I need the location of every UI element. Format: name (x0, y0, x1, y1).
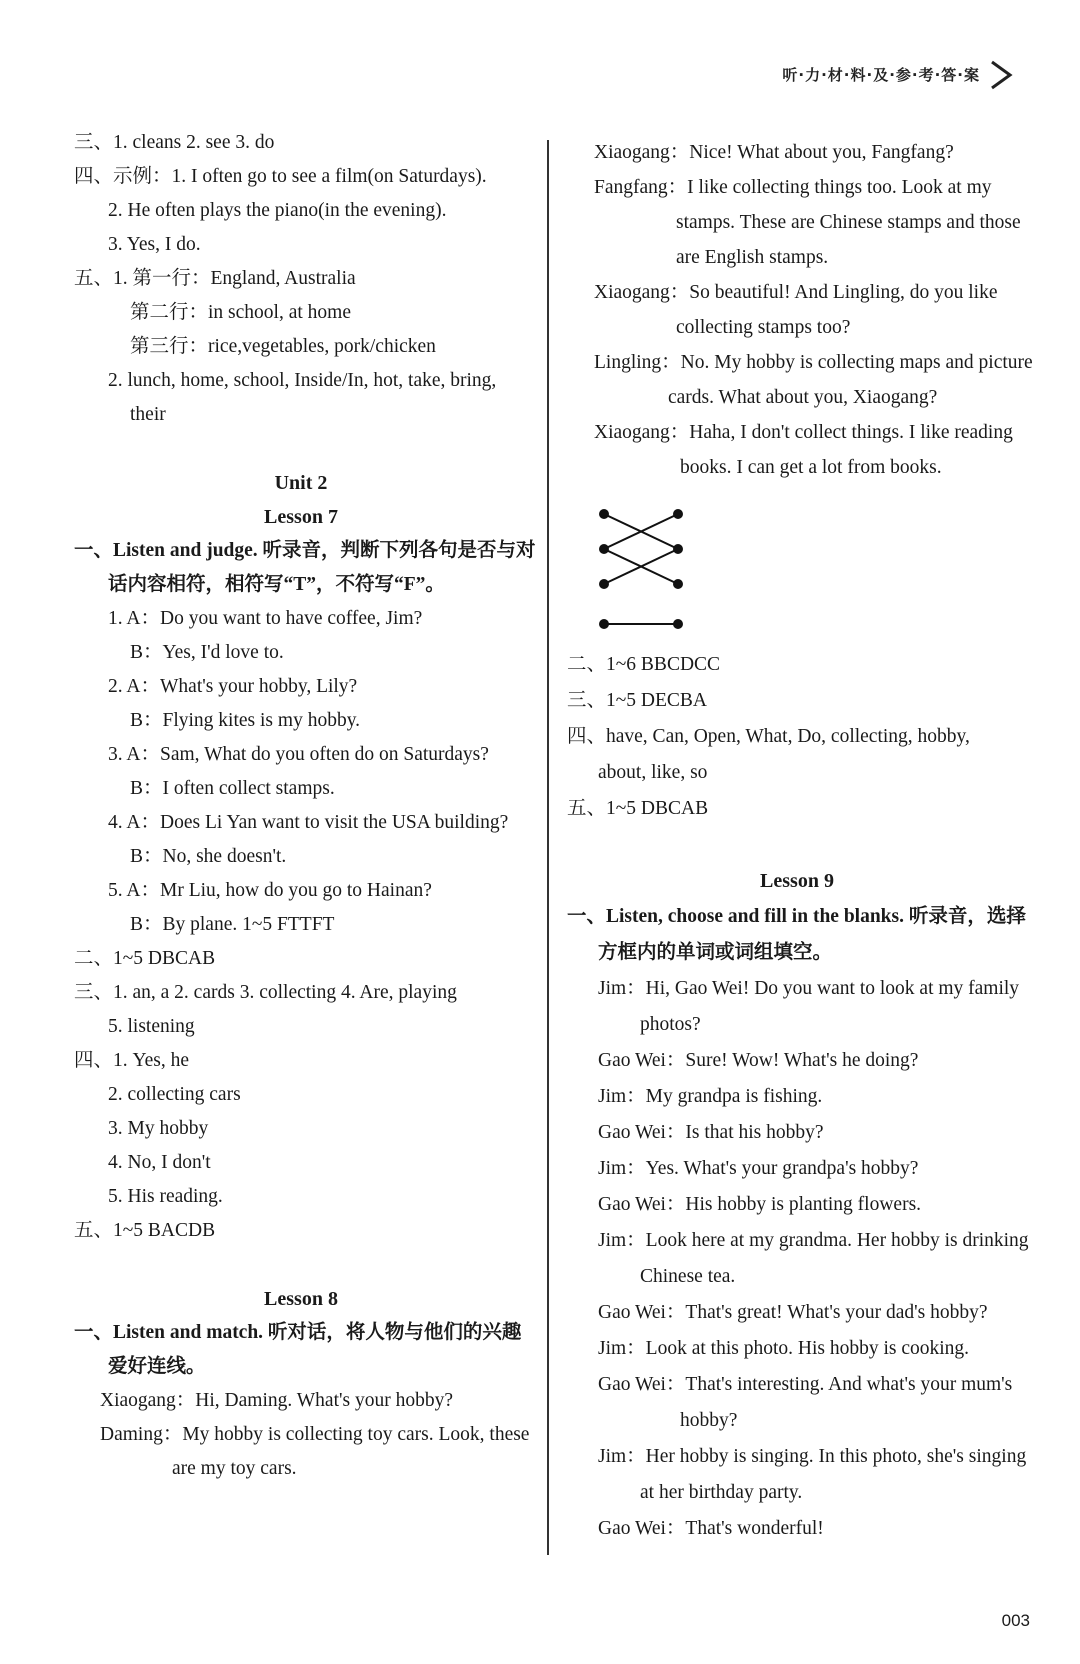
l7-dialog2a: 2. A：What's your hobby, Lily? (108, 676, 358, 697)
l8-dialog2a: Daming：My hobby is collecting toy cars. Look, these (100, 1424, 530, 1445)
l8-question1-line2: 爱好连线。 (108, 1356, 206, 1377)
section-wu-line1: 五、1. 第一行：England, Australia (74, 268, 356, 289)
l8-dialog7b: books. I can get a lot from books. (680, 457, 942, 478)
l9-dialog1a: Jim：Hi, Gao Wei! Do you want to look at my family (598, 978, 1020, 999)
l9-dialog10b: hobby? (680, 1410, 738, 1431)
l8-dialog7a: Xiaogang：Haha, I don't collect things. I like reading (594, 422, 1013, 443)
section-wu-line2: 第二行：in school, at home (130, 302, 351, 323)
l9-dialog11b: at her birthday party. (640, 1482, 803, 1503)
matching-lines-diagram (592, 506, 692, 636)
l7-dialog3a: 3. A：Sam, What do you often do on Saturdays? (108, 744, 489, 765)
l8-dialog6a: Lingling：No. My hobby is collecting maps and picture (594, 352, 1033, 373)
l7-dialog5a: 5. A：Mr Liu, how do you go to Hainan? (108, 880, 432, 901)
l9-dialog3: Jim：My grandpa is fishing. (598, 1086, 823, 1107)
l9-dialog5: Jim：Yes. What's your grandpa's hobby? (598, 1158, 919, 1179)
section-san: 三、1. cleans 2. see 3. do (74, 132, 275, 153)
l8-dialog1: Xiaogang：Hi, Daming. What's your hobby? (100, 1390, 454, 1411)
l9-dialog1b: photos? (640, 1014, 701, 1035)
l8-dialog5b: collecting stamps too? (676, 317, 851, 338)
l7-question1-line1: 一、Listen and judge. 听录音，判断下列各句是否与对 (74, 540, 536, 561)
l8-section-san: 三、1~5 DECBA (567, 690, 708, 711)
l7-section-si-line1: 四、1. Yes, he (74, 1050, 190, 1071)
l9-dialog8: Gao Wei：That's great! What's your dad's hobby? (598, 1302, 988, 1323)
l8-section-si-line2: about, like, so (598, 762, 708, 783)
l7-dialog1b: B：Yes, I'd love to. (130, 642, 284, 663)
l9-dialog10a: Gao Wei：That's interesting. And what's your mum's (598, 1374, 1013, 1395)
l9-dialog6: Gao Wei：His hobby is planting flowers. (598, 1194, 922, 1215)
l7-section-si-line2: 2. collecting cars (108, 1084, 241, 1105)
l8-section-er: 二、1~6 BBCDCC (567, 654, 721, 675)
l7-section-si-line3: 3. My hobby (108, 1118, 209, 1139)
column-divider (547, 140, 549, 1555)
l7-dialog3b: B：I often collect stamps. (130, 778, 335, 799)
lesson8-heading: Lesson 8 (264, 1288, 338, 1310)
lesson7-heading: Lesson 7 (264, 506, 338, 528)
l7-dialog4b: B：No, she doesn't. (130, 846, 287, 867)
l8-dialog3: Xiaogang：Nice! What about you, Fangfang? (594, 142, 954, 163)
l9-dialog4: Gao Wei：Is that his hobby? (598, 1122, 824, 1143)
l9-dialog9: Jim：Look at this photo. His hobby is cooking. (598, 1338, 970, 1359)
l8-dialog5a: Xiaogang：So beautiful! And Lingling, do you like (594, 282, 998, 303)
l7-section-si-line4: 4. No, I don't (108, 1152, 211, 1173)
section-wu-line4: 2. lunch, home, school, Inside/In, hot, take, bring, (108, 370, 497, 391)
section-si-line3: 3. Yes, I do. (108, 234, 201, 255)
l9-dialog11a: Jim：Her hobby is singing. In this photo, she's singing (598, 1446, 1027, 1467)
l7-section-er: 二、1~5 DBCAB (74, 948, 216, 969)
l7-section-san-line2: 5. listening (108, 1016, 195, 1037)
l8-question1-line1: 一、Listen and match. 听对话，将人物与他们的兴趣 (74, 1322, 522, 1343)
l7-section-san-line1: 三、1. an, a 2. cards 3. collecting 4. Are, playing (74, 982, 457, 1003)
l7-section-wu: 五、1~5 BACDB (74, 1220, 216, 1241)
l8-dialog4b: stamps. These are Chinese stamps and those (676, 212, 1021, 233)
l9-dialog7a: Jim：Look here at my grandma. Her hobby is drinking (598, 1230, 1029, 1251)
l8-dialog6b: cards. What about you, Xiaogang? (668, 387, 938, 408)
l8-dialog2b: are my toy cars. (172, 1458, 297, 1479)
page-number: 003 (1001, 1611, 1030, 1630)
l9-dialog7b: Chinese tea. (640, 1266, 736, 1287)
l8-dialog4a: Fangfang：I like collecting things too. Look at my (594, 177, 992, 198)
l7-dialog1a: 1. A：Do you want to have coffee, Jim? (108, 608, 423, 629)
l9-question1-line2: 方框内的单词或词组填空。 (598, 942, 833, 963)
chevron-right-icon (984, 58, 1018, 92)
section-si-line2: 2. He often plays the piano(in the evening). (108, 200, 447, 221)
l7-dialog5b: B：By plane. 1~5 FTTFT (130, 914, 335, 935)
l9-dialog12: Gao Wei：That's wonderful! (598, 1518, 824, 1539)
l8-section-wu: 五、1~5 DBCAB (567, 798, 709, 819)
l9-question1-line1: 一、Listen, choose and fill in the blanks. 听录音，选择 (567, 906, 1026, 927)
l8-dialog4c: are English stamps. (676, 247, 829, 268)
l7-dialog4a: 4. A：Does Li Yan want to visit the USA building? (108, 812, 509, 833)
section-wu-line5: their (130, 404, 166, 425)
l7-dialog2b: B：Flying kites is my hobby. (130, 710, 361, 731)
section-si-line1: 四、示例：1. I often go to see a film(on Saturdays). (74, 166, 487, 187)
header-title: 听·力·材·料·及·参·考·答·案 (782, 66, 980, 84)
l9-dialog2: Gao Wei：Sure! Wow! What's he doing? (598, 1050, 919, 1071)
section-wu-line3: 第三行：rice,vegetables, pork/chicken (130, 336, 436, 357)
l8-section-si-line1: 四、have, Can, Open, What, Do, collecting, hobby, (567, 726, 970, 747)
lesson9-heading: Lesson 9 (760, 870, 834, 892)
l7-section-si-line5: 5. His reading. (108, 1186, 223, 1207)
l7-question1-line2: 话内容相符，相符写“T”，不符写“F”。 (108, 574, 445, 595)
unit-heading: Unit 2 (274, 472, 328, 494)
